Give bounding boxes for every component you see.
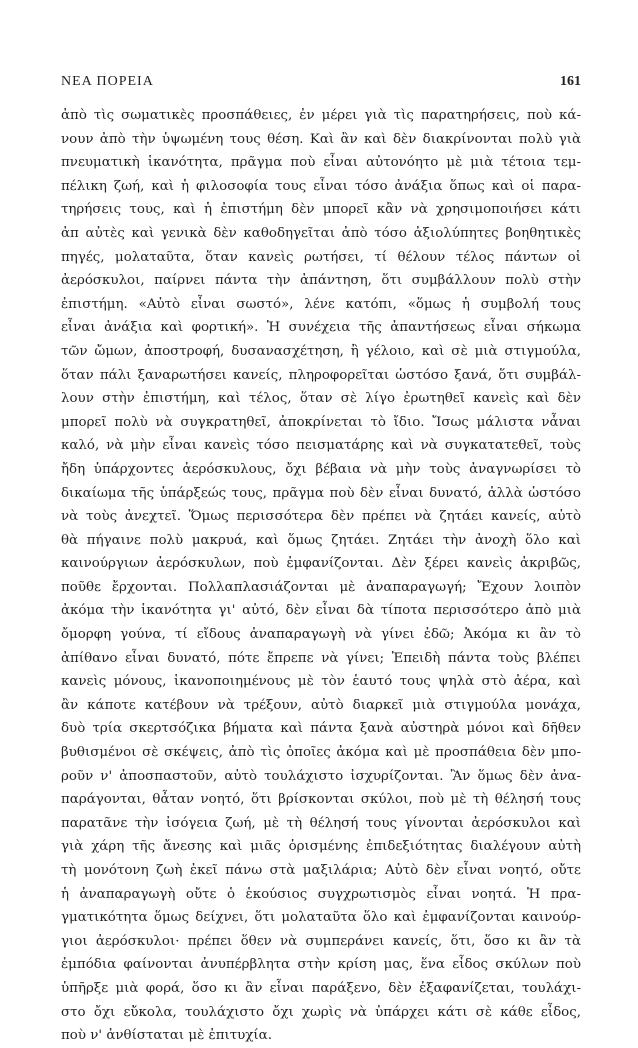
text-line: καλό, νὰ μὴν εἶναι κανεὶς τόσο πεισματάρης καὶ νὰ συγκατατεθεῖ, τοὺς [61, 438, 581, 454]
text-line: ἀπίθανο εἶναι δυνατό, πότε ἔπρεπε νὰ γίνει; Ἐπειδὴ πάντα τοὺς βλέπει [61, 650, 581, 666]
text-line: λουν στὴν ἐπιστήμη, καὶ τέλος, ὅταν σὲ λίγο ἐρωτηθεῖ κανεὶς καὶ δὲν [61, 391, 581, 407]
running-head: ΝΕΑ ΠΟΡΕΙΑ [61, 74, 154, 89]
text-line: γματικότητα ὅμως δείχνει, ὅτι μολαταῦτα ὅλο καὶ ἐμφανίζονται καινούρ- [61, 910, 581, 926]
text-line: ὄμορφη γούνα, τί εἴδους ἀναπαραγωγὴ νὰ γίνει ἐδῶ; Ἀκόμα κι ἂν τὸ [61, 627, 581, 643]
text-line: νουν ἀπὸ τὴν ὑψωμένη τους θέση. Καὶ ἂν καὶ δὲν διακρίνονται πολὺ γιὰ [61, 131, 581, 147]
text-line: θὰ πήγαινε πολὺ μακρυά, καὶ ὅμως ζητάει. Ζητάει τὴν ἀνοχὴ ὅλο καὶ [61, 532, 581, 548]
text-line: ὑπῆρξε μιὰ φορά, ὅσο κι ἂν εἶναι παράξενο, δὲν ἐξαφανίζεται, τουλάχι- [61, 980, 581, 996]
text-line: ροῦν ν' ἀποσπαστοῦν, αὐτὸ τουλάχιστο ἰσχυρίζονται. Ἂν ὅμως δὲν ἀνα- [61, 768, 581, 784]
text-line: ἐμπόδια φαίνονται ἀνυπέρβλητα στὴν κρίση μας, ἕνα εἶδος σκύλων ποὺ [61, 957, 581, 973]
text-line: ἀπ αὐτὲς καὶ γενικὰ δὲν καθοδηγεῖται ἀπὸ τόσο ἀξιολύπητες βοηθητικὲς [61, 225, 581, 241]
text-line: ποῦθε ἔρχονται. Πολλαπλασιάζονται μὲ ἀναπαραγωγή; Ἔχουν λοιπὸν [61, 579, 581, 595]
text-line: τὴ μονότονη ζωὴ ἐκεῖ πάνω στὰ μαξιλάρια; Αὐτὸ δὲν εἶναι νοητό, οὔτε [61, 863, 581, 878]
text-line: ἀερόσκυλοι, παίρνει πάντα τὴν ἀπάντηση, ὅτι συμβάλλουν πολὺ στὴν [61, 273, 581, 289]
text-line: ἂν κάποτε κατέβουν νὰ τρέξουν, αὐτὸ διαρκεῖ μιὰ στιγμούλα μονάχα, [61, 697, 581, 713]
text-line: δυὸ τρία σκερτσόζικα βήματα καὶ πάντα ξανὰ αὐστηρὰ μόνοι καὶ δῆθεν [61, 721, 581, 737]
text-line: πέλικη ζωή, καὶ ἡ φιλοσοφία τους εἶναι τόσο ἀνάξια ὅπως καὶ οἱ παρα- [61, 178, 581, 194]
text-line: δικαίωμα τῆς ὑπάρξεώς τους, πρᾶγμα ποὺ δὲν εἶναι δυνατό, ἀλλὰ ὡστόσο [61, 485, 581, 501]
text-line: τηρήσεις τους, καὶ ἡ ἐπιστήμη δὲν μπορεῖ κἂν νὰ χρησιμοποιήσει κάτι [61, 202, 581, 218]
text-line: γιοι ἀερόσκυλοι· πρέπει ὅθεν νὰ συμπεράνει κανείς, ὅτι, ὅσο κι ἂν τὰ [61, 933, 581, 949]
text-line: τῶν ὤμων, ἀποστροφή, δυσανασχέτηση, ἢ γέλοιο, καὶ σὲ μιὰ στιγμούλα, [61, 343, 581, 359]
text-line: καινούργιων ἀερόσκυλων, ποὺ ἐμφανίζονται. Δὲν ξέρει κανεὶς ἀκριβῶς, [61, 556, 581, 572]
text-line: πνευματικὴ ἱκανότητα, πρᾶγμα ποὺ εἶναι αὐτονόητο μὲ μιὰ τέτοια τεμ- [61, 155, 581, 171]
text-line: μπορεῖ πολὺ νὰ συγκρατηθεῖ, ἀποκρίνεται τὸ ἴδιο. Ἴσως μάλιστα νἆναι [61, 414, 581, 430]
text-line: ἀκόμα τὴν ἱκανότητα γι' αὐτό, δὲν εἶναι δὰ τίποτα περισσότερο ἀπὸ μιὰ [61, 603, 581, 619]
text-line: ἐπιστήμη. «Αὐτὸ εἶναι σωστό», λένε κατόπι, «ὅμως ἡ συμβολή τους [61, 296, 581, 312]
text-line: παρατᾶνε τὴν ἰσόγεια ζωή, μὲ τὴ θέλησή τους γίνονται ἀερόσκυλοι καὶ [61, 815, 581, 831]
text-line: ἤδη ὑπάρχοντες ἀερόσκυλους, ὄχι βέβαια νὰ μὴν τοὺς ἀναγνωρίσει τὸ [61, 461, 581, 477]
body-text [61, 104, 581, 1048]
text-line: ποὺ ν' ἀνθίσταται μὲ ἐπιτυχία. [61, 1028, 272, 1044]
text-line: κανεὶς μόνους, ἱκανοποιημένους μὲ τὸν ἑαυτό τους ψηλὰ στὸ ἀέρα, καὶ [61, 674, 581, 690]
text-line: γιὰ χάρη τῆς ἄνεσης καὶ μιᾶς ὁρισμένης ἐπιδεξιότητας διαλέγουν αὐτὴ [61, 839, 581, 855]
page-number: 161 [560, 74, 581, 89]
text-line: ἡ ἀναπαραγωγὴ οὔτε ὁ ἑκούσιος συγχρωτισμὸς εἶναι νοητά. Ἡ πρα- [61, 886, 581, 902]
text-line: ἀπὸ τὶς σωματικὲς προσπάθειες, ἐν μέρει γιὰ τὶς παρατηρήσεις, ποὺ κά- [61, 108, 581, 123]
text-line: εἶναι ἀνάξια καὶ φορτική». Ἡ συνέχεια τῆς ἀπαντήσεως εἶναι σήκωμα [61, 320, 581, 336]
text-line: παράγονται, θἆταν νοητό, ὅτι βρίσκονται σκύλοι, ποὺ μὲ τὴ θέλησή τους [61, 792, 581, 808]
text-line: στο ὄχι εὔκολα, τουλάχιστο ὄχι χωρὶς νὰ ὑπάρχει κάτι σὲ κάθε εἶδος, [61, 1004, 581, 1020]
text-line: ὅταν πάλι ξαναρωτήσει κανείς, πληροφορεῖται ὡστόσο ξανά, ὅτι συμβάλ- [61, 367, 581, 383]
text-line: νὰ τοὺς ἀνεχτεῖ. Ὅμως περισσότερα δὲν πρέπει νὰ ζητάει κανείς, αὐτὸ [61, 509, 581, 525]
text-line: βυθισμένοι σὲ σκέψεις, ἀπὸ τὶς ὁποῖες ἀκόμα καὶ μὲ προσπάθεια δὲν μπο- [61, 745, 581, 761]
text-line: πηγές, μολαταῦτα, ὅταν κανεὶς ρωτήσει, τί θέλουν τέλος πάντων οἱ [61, 249, 581, 265]
